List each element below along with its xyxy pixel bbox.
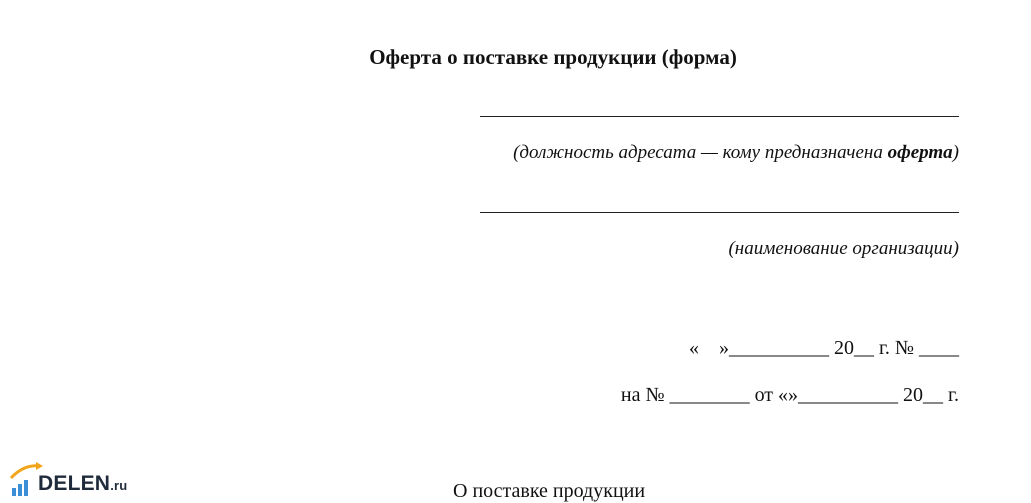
logo-wordmark (38, 472, 127, 498)
delen-logo (10, 460, 130, 500)
document-subject: О поставке продукции (453, 480, 646, 502)
addressee-caption-bold: оферта (887, 142, 953, 163)
logo-brand: DELEN (38, 472, 111, 495)
organization-caption: (наименование организации) (728, 238, 959, 259)
reference-line: на № ________ от «»__________ 20__ г. (620, 384, 959, 406)
document-title: Оферта о поставке продукции (форма) (369, 45, 737, 69)
logo-suffix: .ru (110, 478, 128, 493)
addressee-caption-prefix: (должность адресата — кому предназначена (513, 142, 888, 163)
addressee-caption-suffix: ) (952, 142, 959, 163)
logo-arrow-head (36, 462, 43, 470)
logo-arrow-arc (11, 466, 40, 478)
addressee-position-blank-line (480, 116, 959, 117)
logo-bar-2 (18, 484, 22, 496)
organization-blank-line (480, 212, 959, 213)
logo-bar-3 (24, 480, 28, 496)
logo-bar-1 (12, 488, 16, 496)
addressee-position-caption (513, 141, 959, 165)
date-number-line: « »__________ 20__ г. № ____ (688, 337, 959, 359)
